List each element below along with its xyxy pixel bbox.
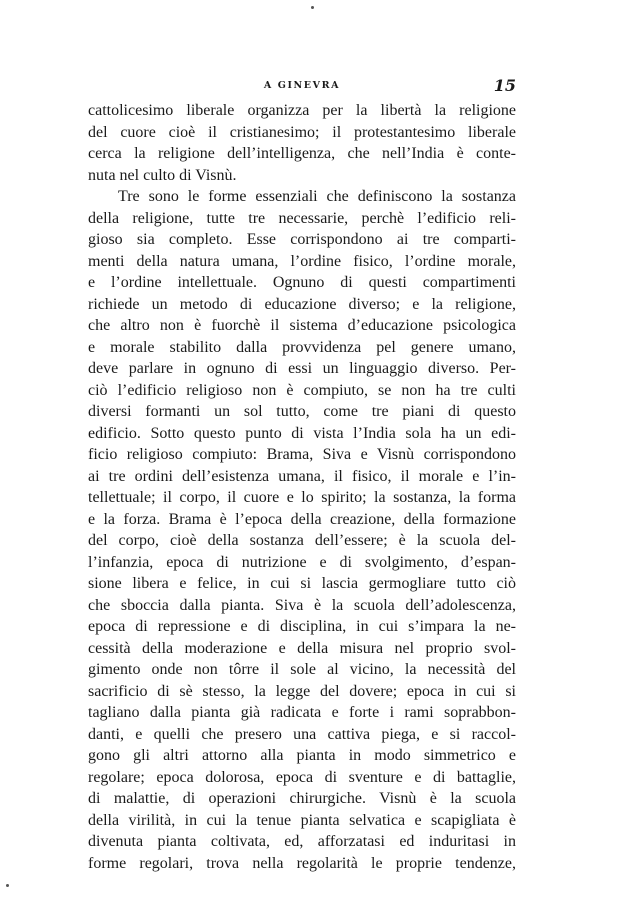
- running-head-title: A GINEVRA: [263, 80, 341, 91]
- text-line: regolare; epoca dolorosa, epoca di sventure e di battaglie,: [88, 768, 516, 786]
- text-line: sione libera e felice, in cui si lascia germogliare tutto ciò: [88, 575, 516, 592]
- text-line: cerca la religione dell’intelligenza, che nell’India è conte-: [88, 145, 516, 162]
- text-line: ai tre ordini dell’esistenza umana, il fisico, il morale e l’in-: [88, 467, 516, 485]
- text-line: che altro non è fuorchè il sistema d’educazione psicologica: [88, 317, 516, 334]
- text-line: richiede un metodo di educazione diverso; e la religione,: [88, 295, 516, 313]
- text-line: tagliano dalla pianta già radicata e forte i rami soprabbon-: [88, 704, 516, 721]
- text-line: menti della natura umana, l’ordine fisico, l’ordine morale,: [88, 252, 516, 270]
- ink-speck: [6, 884, 9, 887]
- text-line: e la forza. Brama è l’epoca della creazione, della formazione: [88, 510, 516, 528]
- text-line: nuta nel culto di Visnù.: [88, 166, 237, 184]
- body-text: [88, 100, 516, 874]
- text-line: deve parlare in ognuno di essi un linguaggio diverso. Per-: [88, 360, 516, 377]
- text-line: cessità della moderazione e della misura nel proprio svol-: [88, 639, 516, 657]
- text-line: del corpo, cioè della sostanza dell’essere; è la scuola del-: [88, 532, 516, 549]
- running-head: [88, 78, 516, 96]
- text-line: e morale stabilito dalla provvidenza pel genere umano,: [88, 338, 516, 356]
- text-line: l’infanzia, epoca di nutrizione e di svolgimento, d’espan-: [88, 553, 516, 571]
- text-line: cattolicesimo liberale organizza per la libertà la religione: [88, 102, 516, 119]
- text-line: del cuore cioè il cristianesimo; il protestantesimo liberale: [88, 123, 516, 141]
- text-line: tellettuale; il corpo, il cuore e lo spirito; la sostanza, la forma: [88, 489, 516, 506]
- text-line: gono gli altri attorno alla pianta in modo simmetrico e: [88, 747, 516, 764]
- text-line: ficio religioso compiuto: Brama, Siva e Visnù corrispondono: [88, 446, 516, 463]
- text-line: Tre sono le forme essenziali che definiscono la sostanza: [118, 188, 516, 205]
- text-line: e l’ordine intellettuale. Ognuno di questi compartimenti: [88, 274, 516, 291]
- text-line: ciò l’edificio religioso non è compiuto, se non ha tre culti: [88, 381, 516, 399]
- text-line: gioso sia completo. Esse corrispondono ai tre comparti-: [88, 231, 516, 248]
- text-line: divenuta pianta coltivata, ed, afforzatasi ed induritasi in: [88, 833, 516, 850]
- text-line: diversi formanti un sol tutto, come tre piani di questo: [88, 403, 516, 420]
- text-line: forme regolari, trova nella regolarità le proprie tendenze,: [88, 854, 516, 872]
- ink-speck: [311, 6, 314, 9]
- text-line: gimento onde non tôrre il sole al vicino, la necessità del: [88, 661, 516, 678]
- text-line: che sboccia dalla pianta. Siva è la scuola dell’adolescenza,: [88, 596, 516, 614]
- text-line: della virilità, in cui la tenue pianta selvatica e scapigliata è: [88, 811, 516, 829]
- text-line: danti, e quelli che presero una cattiva piega, e si raccol-: [88, 725, 516, 743]
- text-line: epoca di repressione e di disciplina, in cui s’impara la ne-: [88, 618, 516, 635]
- text-line: della religione, tutte tre necessarie, perchè l’edificio reli-: [88, 209, 516, 227]
- text-line: di malattie, di operazioni chirurgiche. Visnù è la scuola: [88, 790, 516, 807]
- page-number: 15: [493, 76, 516, 95]
- text-line: sacrificio di sè stesso, la legge del dovere; epoca in cui si: [88, 682, 516, 700]
- text-line: edificio. Sotto questo punto di vista l’India sola ha un edi-: [88, 424, 516, 442]
